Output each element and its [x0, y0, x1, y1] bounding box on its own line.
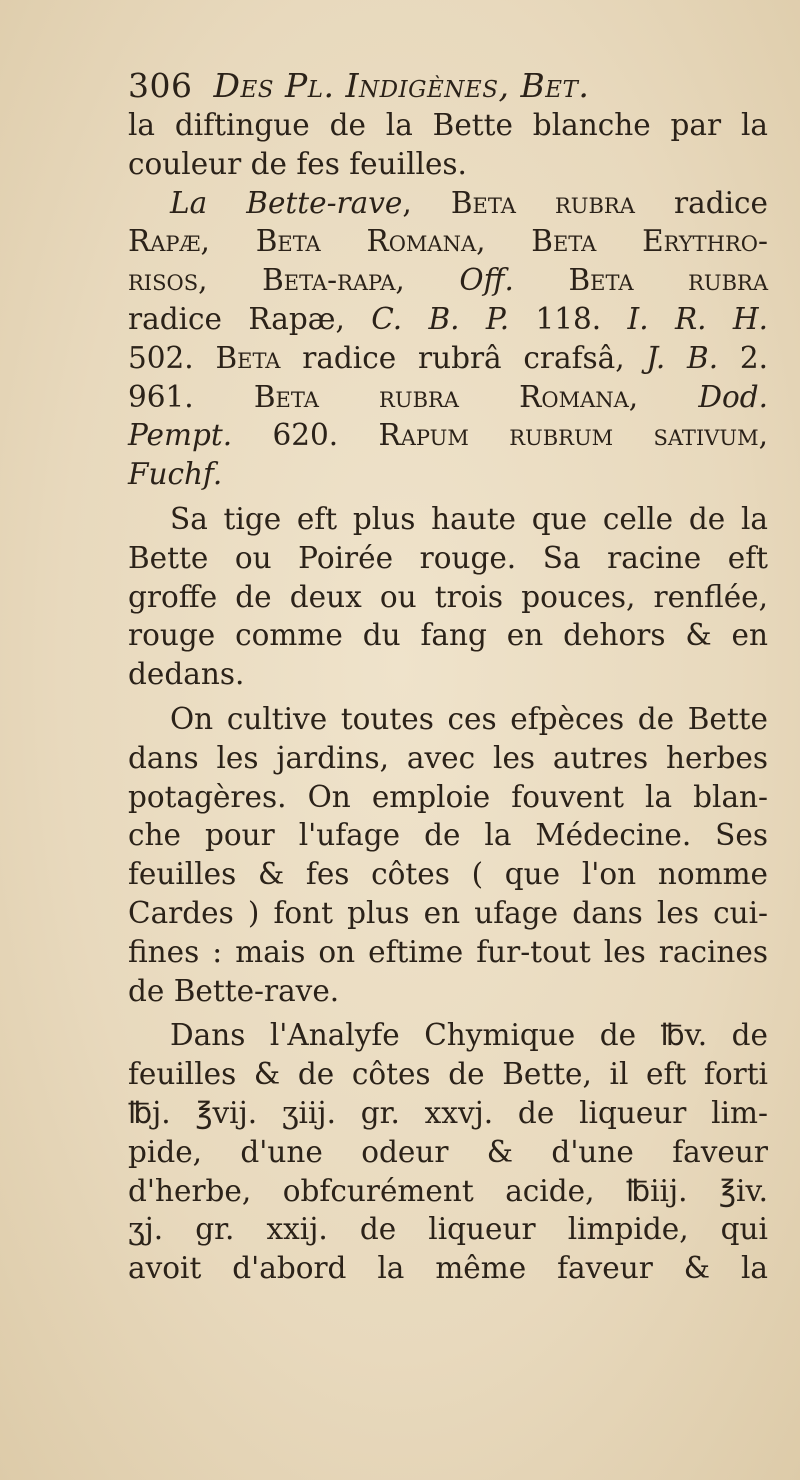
text-segment: I. R. H.: [627, 301, 768, 336]
text-line: d'herbe, obfcurément acide, ℔iij. ℥iv.: [128, 1173, 768, 1208]
text-line: [128, 184, 768, 223]
text-segment: ,: [628, 379, 699, 414]
text-segment: 118.: [509, 301, 628, 336]
running-title: Des Pl. Indigènes, Bet.: [213, 66, 590, 105]
text-line: fines : mais on eftime fur-tout les racines: [128, 934, 768, 969]
text-line: feuilles & de côtes de Bette, il eft forti: [128, 1057, 768, 1092]
text-line: dedans.: [128, 657, 245, 692]
text-line: Bette ou Poirée rouge. Sa racine eft: [128, 540, 768, 575]
text-segment: Beta rubra: [568, 263, 768, 298]
text-segment: J. B.: [646, 340, 719, 375]
text-segment: Dod.: [698, 379, 769, 414]
text-segment: Beta rubra: [450, 185, 635, 220]
text-segment: Beta: [215, 340, 281, 375]
text-segment: Beta rubra Romana: [253, 379, 629, 414]
text-block: [128, 66, 768, 1288]
text-segment: 961.: [128, 379, 254, 414]
text-line: Rapæ, Beta Romana, Beta Erythro-: [128, 224, 768, 259]
text-segment: Off.: [459, 263, 514, 298]
text-line: [128, 261, 768, 300]
text-line: ʒj. gr. xxij. de liqueur limpide, qui: [128, 1212, 768, 1247]
text-line: rouge comme du fang en dehors & en: [128, 618, 768, 653]
page-number: 306: [128, 66, 193, 105]
text-line: groffe de deux ou trois pouces, renflée,: [128, 579, 768, 614]
text-line: potagères. On emploie fouvent la blan-: [128, 779, 768, 814]
text-segment: C. B. P.: [371, 301, 510, 336]
body-text: [128, 106, 768, 1288]
text-line: [128, 300, 768, 339]
running-head: [128, 66, 768, 106]
text-segment: Rapum rubrum sativum: [378, 418, 759, 453]
text-line: pide, d'une odeur & d'une faveur: [128, 1134, 768, 1169]
text-line: ℔j. ℥vij. ʒiij. gr. xxvj. de liqueur lim-: [128, 1095, 768, 1130]
text-line: On cultive toutes ces efpèces de Bette: [170, 701, 768, 736]
text-line: feuilles & fes côtes ( que l'on nomme: [128, 857, 768, 892]
text-segment: risos, Beta-rapa,: [128, 263, 460, 298]
text-line: Sa tige eft plus haute que celle de la: [170, 501, 768, 536]
text-line: che pour l'ufage de la Médecine. Ses: [128, 818, 768, 853]
text-segment: 2.: [718, 340, 768, 375]
text-segment: 502.: [128, 340, 216, 375]
text-line: Fuchf.: [128, 457, 223, 492]
text-line: couleur de fes feuilles.: [128, 146, 467, 181]
text-segment: 620.: [232, 418, 379, 453]
text-line: [128, 339, 768, 378]
text-segment: ,: [758, 418, 768, 453]
text-line: avoit d'abord la même faveur & la: [128, 1251, 768, 1286]
text-segment: radice: [634, 185, 769, 220]
text-line: de Bette-rave.: [128, 973, 340, 1008]
text-segment: ,: [402, 185, 451, 220]
text-line: dans les jardins, avec les autres herbes: [128, 740, 768, 775]
text-segment: radice Rapæ,: [128, 301, 372, 336]
text-segment: [514, 263, 569, 297]
text-line: la diftingue de la Bette blanche par la: [128, 108, 768, 142]
text-line: Cardes ) font plus en ufage dans les cui-: [128, 895, 768, 930]
text-line: [128, 416, 768, 455]
text-line: [128, 378, 768, 417]
text-segment: Pempt.: [128, 418, 233, 453]
text-segment: La Bette-rave: [170, 185, 403, 220]
text-line: Dans l'Analyfe Chymique de ℔v. de: [170, 1018, 768, 1053]
text-segment: radice rubrâ crafsâ,: [280, 340, 647, 375]
